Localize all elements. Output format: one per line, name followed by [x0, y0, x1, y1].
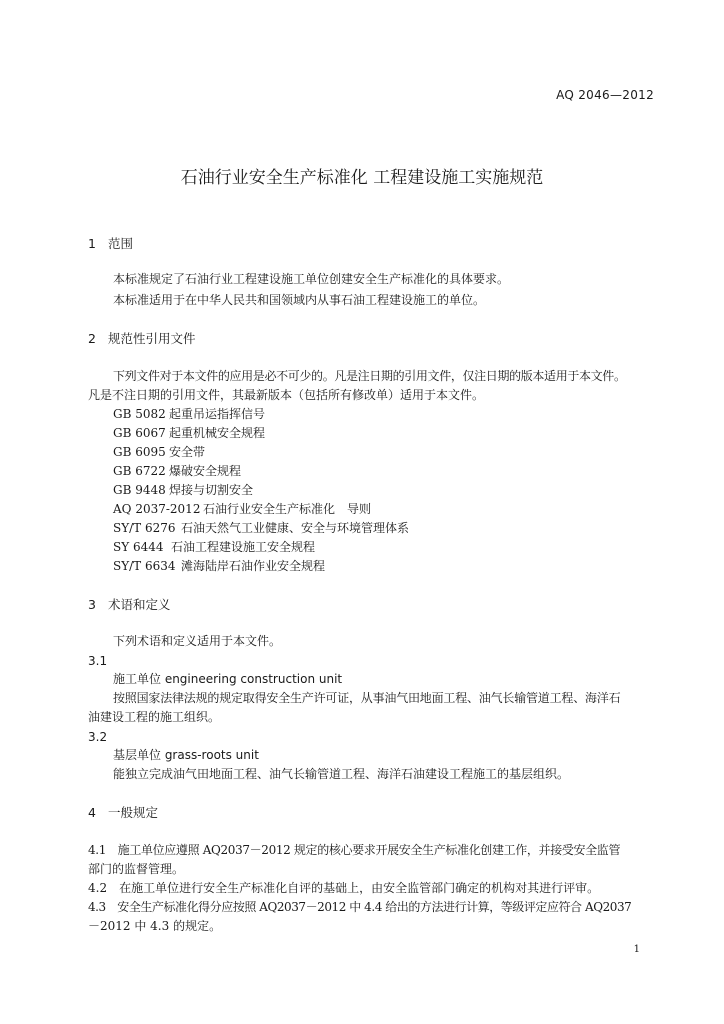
reference-item: [113, 406, 265, 422]
paragraph: 下列文件对于本文件的应用是必不可少的。凡是注日期的引用文件，仅注日期的版本适用于本文件。: [113, 369, 626, 383]
reference-item: [113, 482, 253, 498]
page-number: 1: [633, 944, 640, 955]
reference-item: [113, 539, 315, 555]
reference-code: GB 6067: [113, 426, 166, 440]
reference-code: GB 5082: [113, 407, 166, 421]
reference-name: 爆破安全规程: [169, 464, 242, 478]
clause: 部门的监督管理。: [88, 862, 185, 876]
reference-name: 滩海陆岸石油作业安全规程: [181, 559, 326, 573]
reference-name: 起重机械安全规程: [169, 426, 266, 440]
term-definition: 能独立完成油气田地面工程、油气长输管道工程、海洋石油建设工程施工的基层组织。: [113, 767, 570, 781]
paragraph: 本标准规定了石油行业工程建设施工单位创建安全生产标准化的具体要求。: [113, 272, 510, 286]
reference-code: SY/T 6634: [113, 559, 176, 573]
term-title: 施工单位 engineering construction unit: [113, 672, 343, 686]
term-number: 3.1: [88, 654, 108, 668]
paragraph: 下列术语和定义适用于本文件。: [113, 634, 282, 648]
section-title: 范围: [108, 236, 134, 251]
paragraph: 凡是不注日期的引用文件，其最新版本（包括所有修改单）适用于本文件。: [88, 388, 485, 402]
reference-code: SY/T 6276: [113, 521, 176, 535]
section-heading-normative-references: [88, 331, 196, 347]
section-number: 1: [88, 236, 96, 251]
section-heading-terms: [88, 597, 171, 613]
reference-name: 起重吊运指挥信号: [169, 407, 266, 421]
term-number: 3.2: [88, 730, 108, 744]
section-number: 3: [88, 597, 96, 612]
section-title: 规范性引用文件: [108, 331, 196, 346]
reference-code: GB 6095: [113, 445, 166, 459]
reference-item: [113, 444, 205, 460]
reference-code: SY 6444: [113, 540, 164, 554]
reference-name: 石油工程建设施工安全规程: [171, 540, 316, 554]
clause: 4.3 安全生产标准化得分应按照 AQ2037－2012 中 4.4 给出的方法进行计算，等级评定应符合 AQ2037: [88, 900, 632, 914]
reference-code: AQ 2037-2012: [113, 502, 201, 516]
reference-name: 焊接与切割安全: [169, 483, 254, 497]
reference-item: [113, 558, 325, 574]
term-definition: 油建设工程的施工组织。: [88, 710, 221, 724]
reference-item: [113, 463, 241, 479]
reference-name: 石油行业安全生产标准化 导则: [203, 502, 372, 516]
clause: 4.2 在施工单位进行安全生产标准化自评的基础上，由安全监管部门确定的机构对其进行评审。: [88, 881, 600, 895]
section-heading-scope: [88, 236, 133, 252]
section-title: 术语和定义: [108, 597, 171, 612]
reference-code: GB 9448: [113, 483, 166, 497]
reference-item: [113, 425, 265, 441]
term-definition: 按照国家法律法规的规定取得安全生产许可证，从事油气田地面工程、油气长输管道工程、海洋石: [113, 691, 621, 705]
reference-name: 安全带: [169, 445, 206, 459]
section-number: 4: [88, 805, 96, 820]
reference-item: [113, 501, 371, 517]
reference-name: 石油天然气工业健康、安全与环境管理体系: [181, 521, 410, 535]
section-heading-general: [88, 805, 158, 821]
clause: 4.1 施工单位应遵照 AQ2037－2012 规定的核心要求开展安全生产标准化创建工作，并接受安全监管: [88, 843, 621, 857]
section-number: 2: [88, 331, 96, 346]
standard-code: AQ 2046—2012: [556, 88, 654, 102]
term-title: 基层单位 grass-roots unit: [113, 748, 259, 762]
reference-code: GB 6722: [113, 464, 166, 478]
clause: －2012 中 4.3 的规定。: [88, 919, 222, 933]
paragraph: 本标准适用于在中华人民共和国领域内从事石油工程建设施工的单位。: [113, 293, 486, 307]
section-title: 一般规定: [108, 805, 159, 820]
document-title: 石油行业安全生产标准化 工程建设施工实施规范: [180, 168, 544, 188]
reference-item: [113, 520, 409, 536]
